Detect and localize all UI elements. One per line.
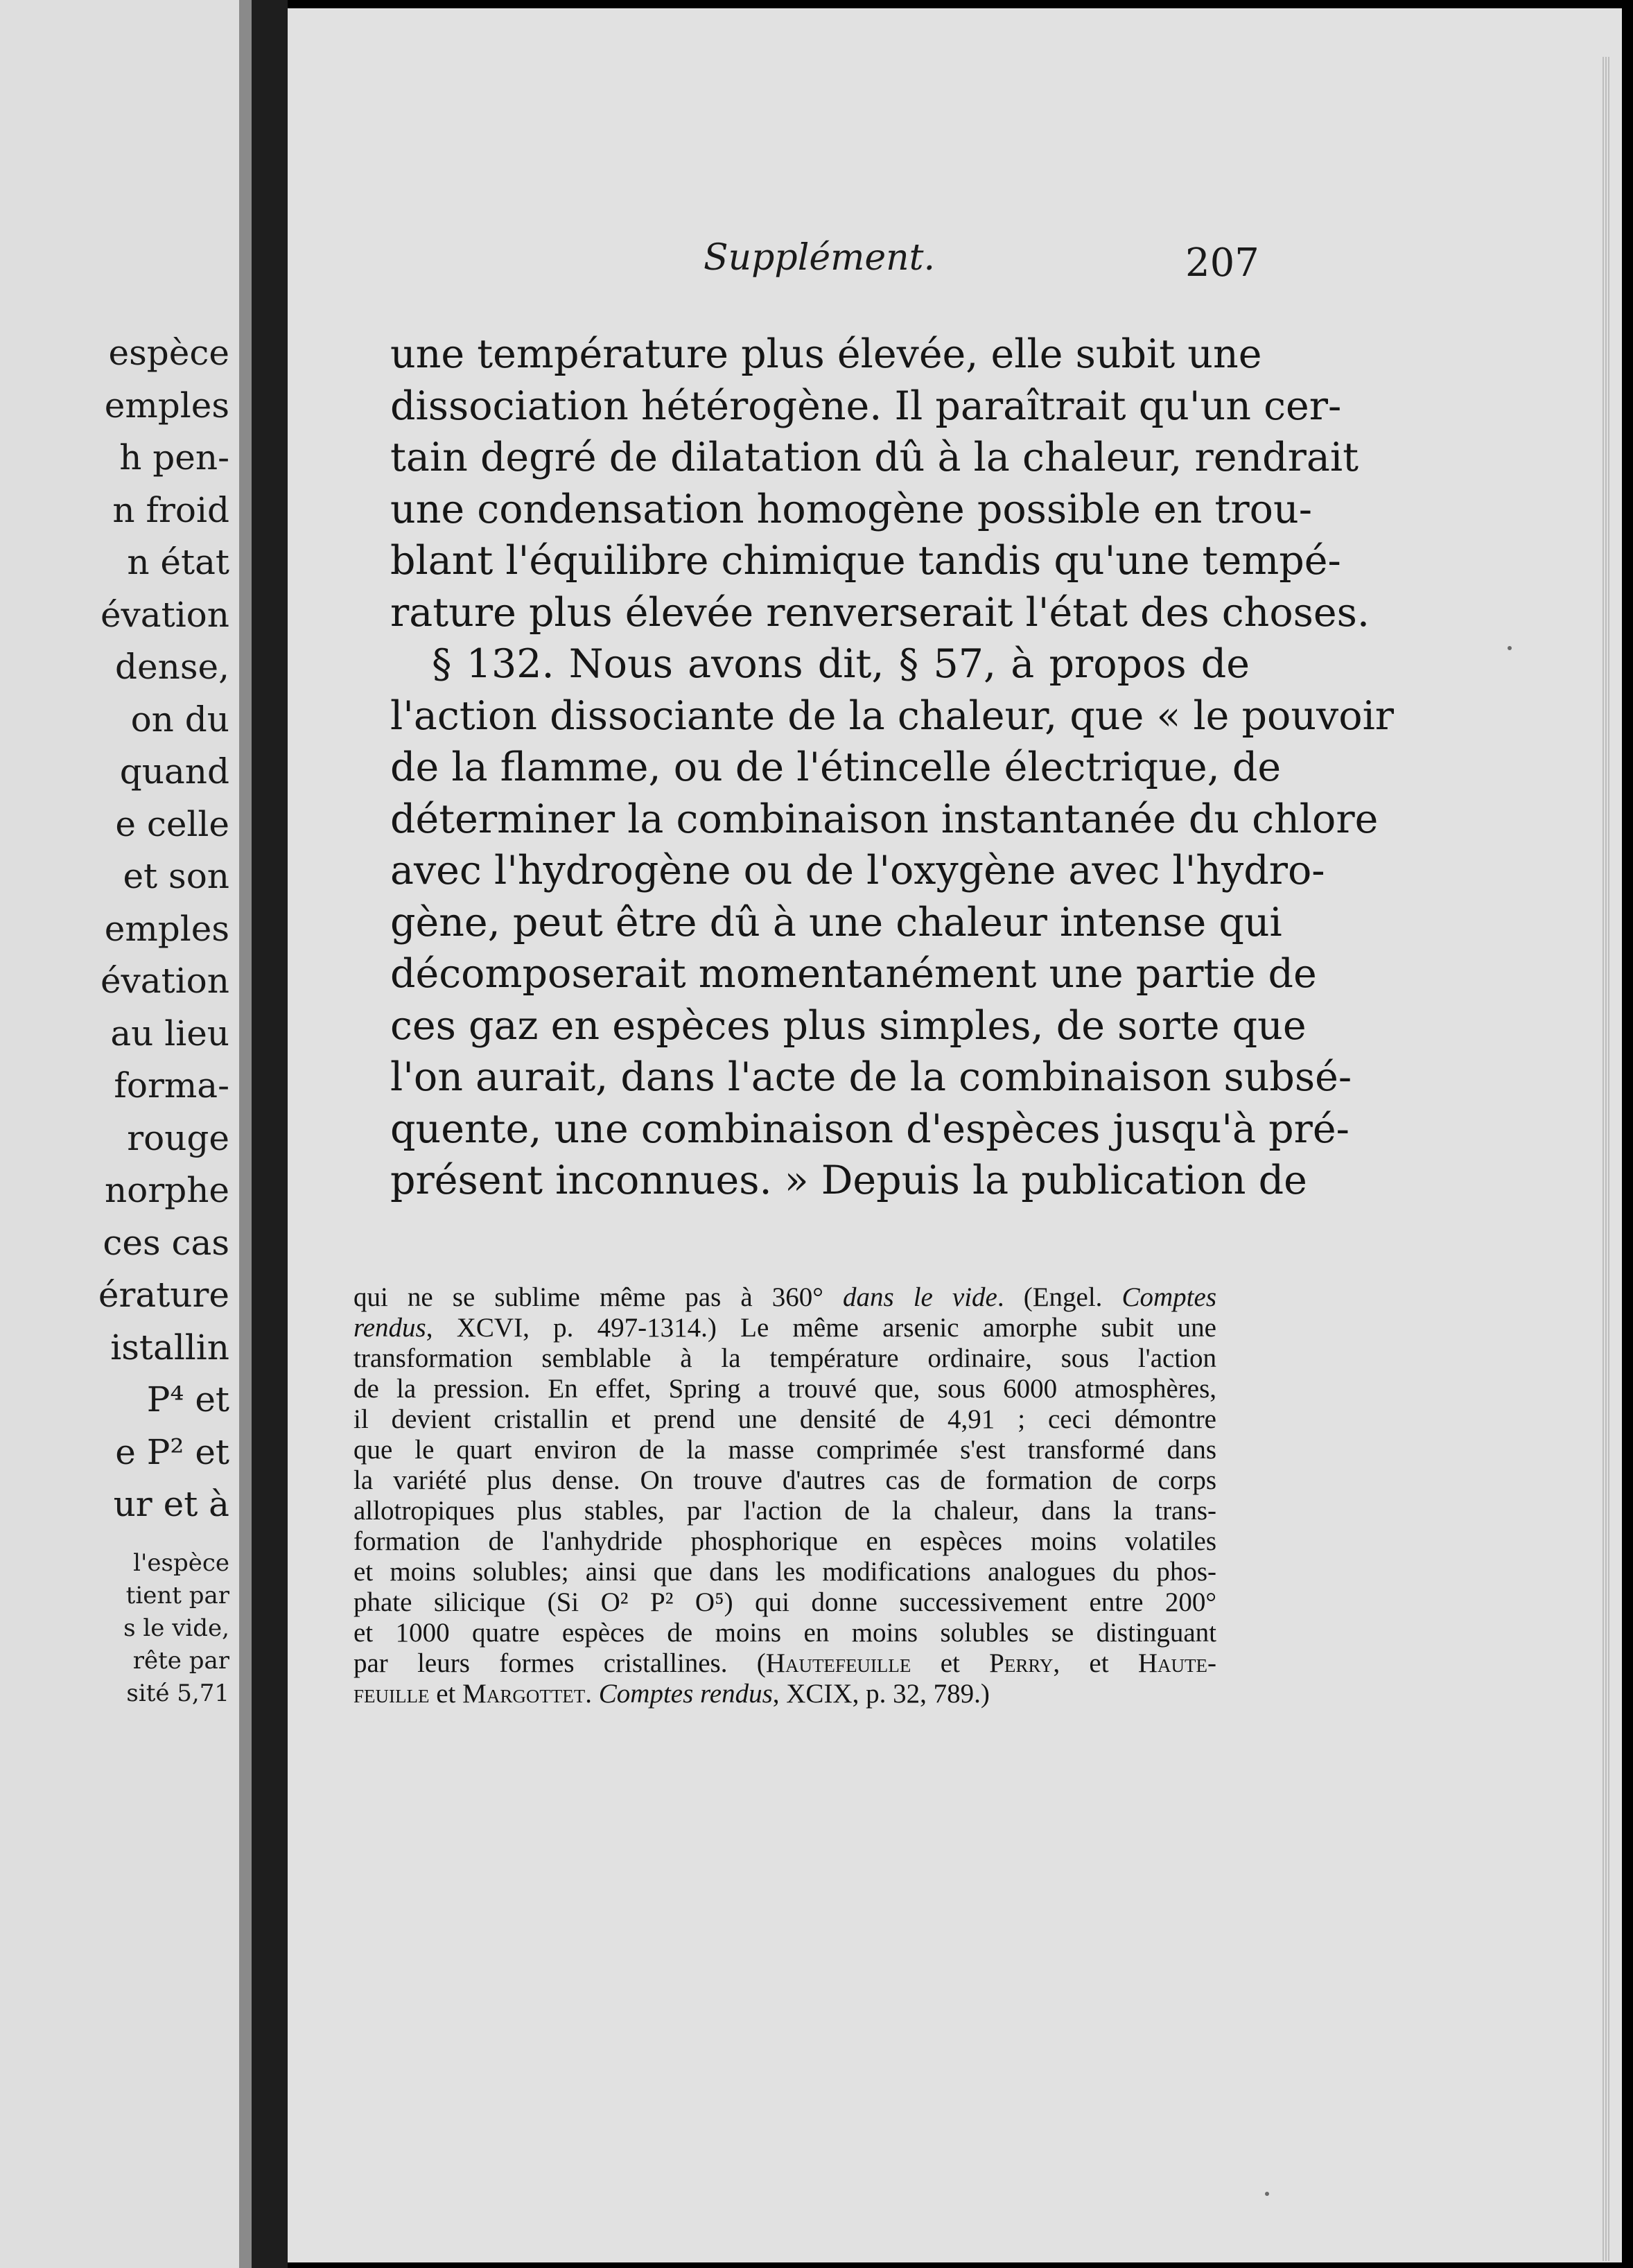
left-line: ces cas [103,1222,229,1263]
left-line: P⁴ et [146,1379,229,1420]
text-line: dissociation hétérogène. Il paraîtrait qu'un cer- [390,383,1342,429]
footnote-line: allotropiques plus stables, par l'action de la chaleur, dans la trans- [353,1496,1216,1526]
text-line: blant l'équilibre chimique tandis qu'une tempé- [390,538,1341,584]
left-facing-page [0,0,239,2268]
left-footnote-line: tient par [125,1582,229,1610]
left-footnote-line: s le vide, [123,1614,229,1642]
footnote-line [353,1313,1216,1343]
left-page-edge [239,0,252,2268]
text-line: gène, peut être dû à une chaleur intense qui [390,899,1282,945]
left-line: évation [100,961,229,1001]
left-footnote-line: sité 5,71 [126,1680,229,1707]
left-line: et son [123,856,229,896]
text-line: ces gaz en espèces plus simples, de sorte que [390,1002,1307,1049]
footnote-text: , et [1053,1648,1138,1678]
footnote-italic: dans le vide [842,1282,997,1312]
paper-speck [1265,2192,1269,2196]
text-line: l'on aurait, dans l'acte de la combinaison subsé- [390,1054,1352,1100]
footnote-line: formation de l'anhydride phosphorique en espèces moins volatiles [353,1526,1216,1556]
footnote-italic: Comptes [1121,1282,1216,1312]
text-line: de la flamme, ou de l'étincelle électrique, de [390,744,1282,790]
author-name: Perry [989,1648,1054,1678]
text-line: avec l'hydrogène ou de l'oxygène avec l'hydro- [390,848,1325,893]
left-line: emples [104,908,229,949]
left-line: emples [104,385,229,426]
left-line: dense, [115,647,229,687]
footnote-line [353,1282,1216,1313]
footnote-text: . (Engel. [997,1282,1122,1312]
left-line: e celle [115,803,229,844]
paper-speck [1508,646,1512,650]
footnote-line: transformation semblable à la température ordinaire, sous l'action [353,1343,1216,1373]
book-page-207 [288,8,1622,2262]
left-line: au lieu [110,1013,229,1054]
text-line: quente, une combinaison d'espèces jusqu'à pré- [390,1106,1350,1152]
main-text [390,329,1395,1207]
page-number: 207 [1185,241,1259,286]
footnote-line: et 1000 quatre espèces de moins en moins solubles se distinguant [353,1618,1216,1648]
left-footnote-line: l'espèce [133,1549,229,1577]
left-page-footnote [0,1547,229,1710]
footnote-text: . [585,1679,599,1709]
text-line-paragraph-start: § 132. Nous avons dit, § 57, à propos de [432,641,1250,687]
footnote-italic: Comptes rendus [598,1679,773,1709]
left-line: norphe [104,1170,229,1210]
left-line: érature [98,1275,229,1315]
left-line: e P² et [115,1431,229,1472]
left-line: espèce [108,333,229,373]
left-line: n état [127,542,229,582]
text-line: tain degré de dilatation dû à la chaleur, rendrait [390,435,1359,480]
left-line: forma- [114,1065,229,1106]
left-page-text [0,327,229,1531]
footnote-text: par leurs formes cristallines. ( [353,1648,766,1678]
left-line: on du [130,699,229,740]
footnote-text: , XCIX, p. 32, 789.) [772,1679,990,1709]
left-line: quand [119,751,229,792]
author-name: Hautefeuille [765,1648,911,1678]
footnote-line [353,1679,1216,1709]
footnote [353,1282,1216,1709]
footnote-line [353,1648,1216,1679]
left-line: n froid [112,489,229,530]
author-name: Margottet [462,1679,586,1709]
text-line: une condensation homogène possible en trou- [390,486,1312,532]
footnote-italic: rendus [353,1313,426,1343]
running-title: Supplément. [704,237,936,279]
footnote-line: la variété plus dense. On trouve d'autres cas de formation de corps [353,1465,1216,1495]
text-line: décomposerait momentanément une partie de [390,951,1317,997]
footnote-line: phate silicique (Si O² P² O⁵) qui donne successivement entre 200° [353,1587,1216,1617]
footnote-text: et [911,1648,990,1678]
text-line: une température plus élevée, elle subit une [390,331,1262,377]
footnote-line: que le quart environ de la masse comprimée s'est transformé dans [353,1435,1216,1465]
author-name: feuille [353,1679,430,1709]
author-name: Haute- [1137,1648,1217,1678]
left-line: ur et à [113,1484,229,1524]
footnote-text: qui ne se sublime même pas à 360° [353,1282,843,1312]
footnote-line: et moins solubles; ainsi que dans les modifications analogues du phos- [353,1557,1216,1587]
page-stack-edge [1603,57,1611,2261]
left-line: évation [100,594,229,635]
text-line: l'action dissociante de la chaleur, que « le pouvoir [390,692,1395,739]
footnote-text: et [429,1679,463,1709]
left-line: rouge [127,1117,229,1158]
left-footnote-line: rête par [132,1647,229,1675]
left-line: h pen- [119,437,229,478]
footnote-line: il devient cristallin et prend une densité de 4,91 ; ceci démontre [353,1404,1216,1434]
footnote-text: , XCVI, p. 497-1314.) Le même arsenic amorphe subit une [426,1313,1216,1343]
book-spine-shadow [252,0,288,2268]
footnote-line: de la pression. En effet, Spring a trouvé que, sous 6000 atmosphères, [353,1374,1216,1404]
text-line: rature plus élevée renverserait l'état des choses. [390,589,1370,636]
text-line: déterminer la combinaison instantanée du chlore [390,796,1379,842]
text-line: présent inconnues. » Depuis la publication de [390,1158,1307,1203]
left-line: istallin [110,1327,229,1368]
